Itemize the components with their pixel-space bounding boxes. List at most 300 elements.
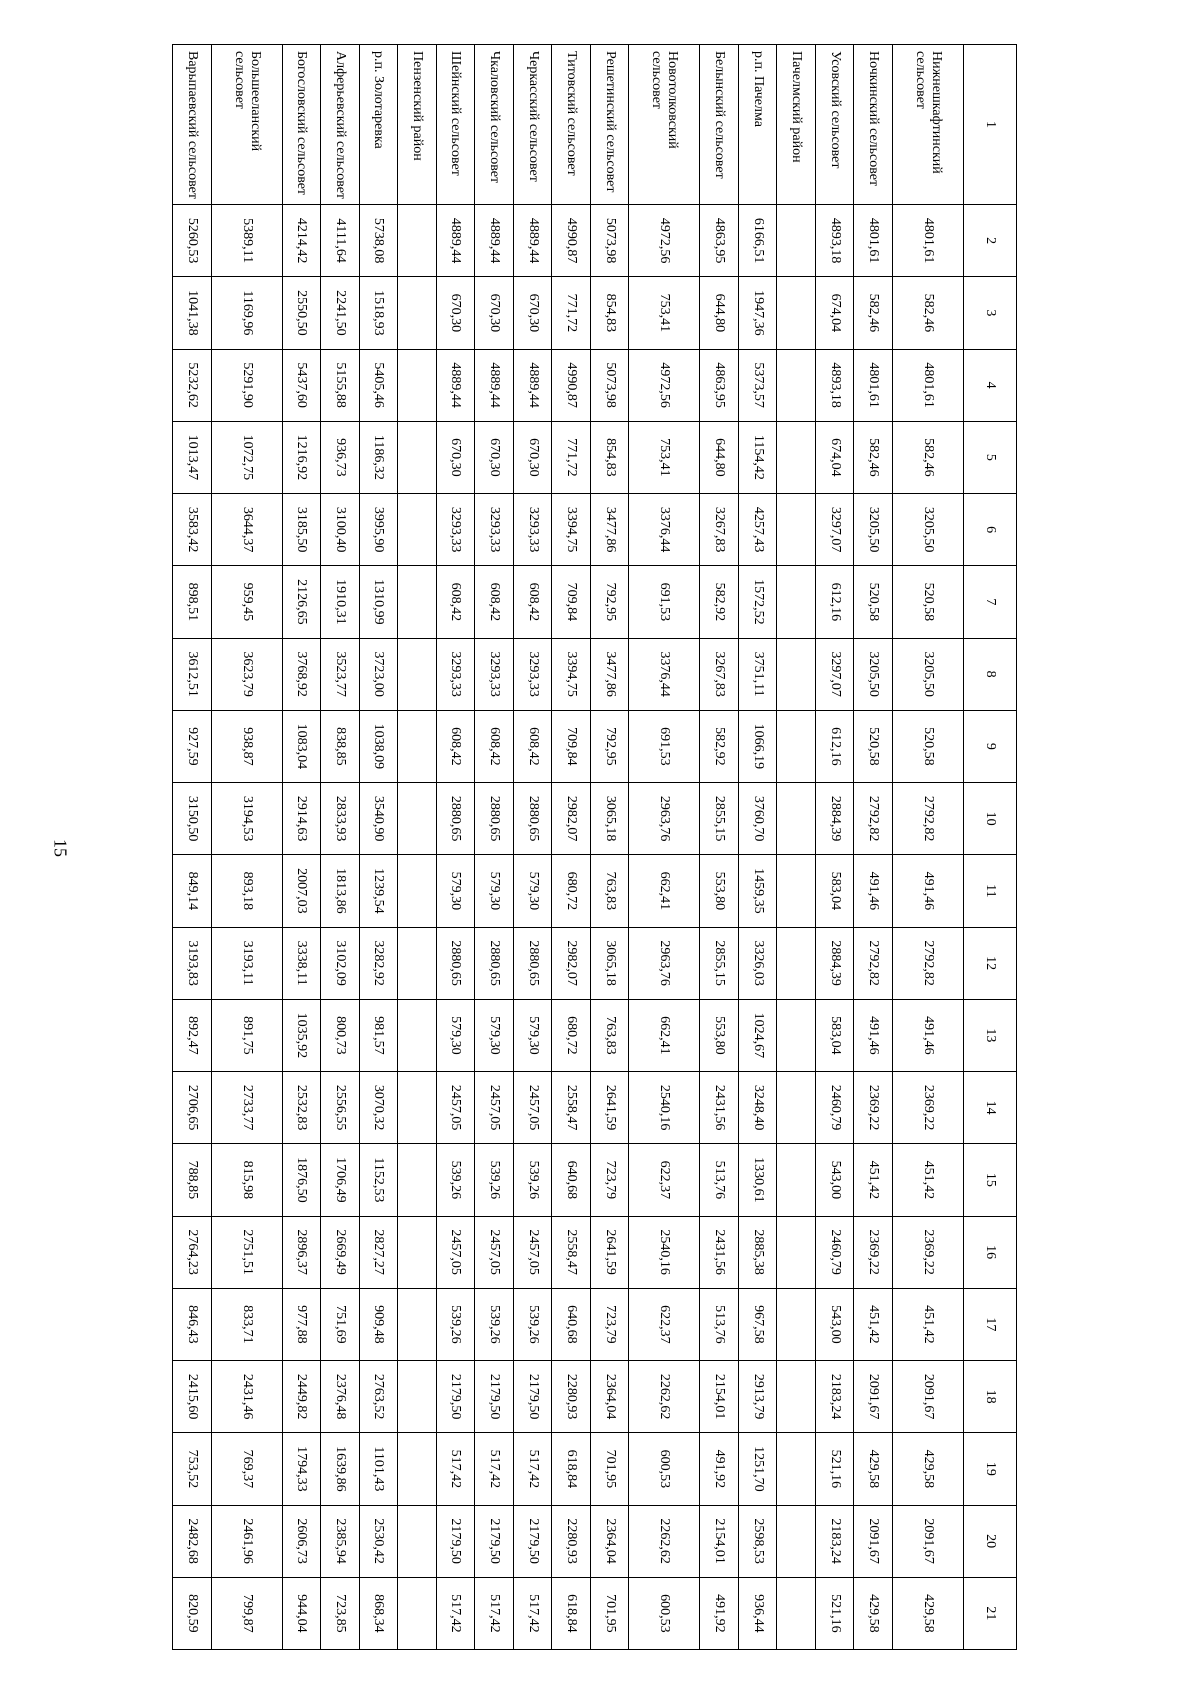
settlement-name: Белынский сельсовет [700,45,739,205]
value-cell: 898,51 [173,566,212,638]
value-cell: 513,76 [700,1288,739,1360]
value-cell: 2606,73 [282,1505,321,1577]
value-cell: 517,42 [475,1577,514,1649]
value-cell: 2963,76 [629,927,700,999]
value-cell: 491,46 [854,855,893,927]
value-cell: 644,80 [700,277,739,349]
district-row [777,45,816,1650]
empty-cell [777,1577,816,1649]
settlement-name: Богословский сельсовет [282,45,321,205]
value-cell: 1066,19 [738,710,777,782]
value-cell: 1154,42 [738,421,777,493]
value-cell: 2457,05 [513,1072,552,1144]
empty-cell [398,421,437,493]
settlement-name: Нижнешкафтинский сельсовет [893,45,964,205]
value-cell: 854,83 [590,277,629,349]
value-cell: 849,14 [173,855,212,927]
value-cell: 2460,79 [815,1072,854,1144]
column-header: 14 [964,1072,1017,1144]
value-cell: 521,16 [815,1577,854,1649]
value-cell: 5405,46 [359,349,398,421]
value-cell: 2884,39 [815,927,854,999]
value-cell: 543,00 [815,1288,854,1360]
settlement-name: Шейнский сельсовет [436,45,475,205]
value-cell: 2262,62 [629,1361,700,1433]
value-cell: 4801,61 [854,349,893,421]
empty-cell [777,277,816,349]
empty-cell [398,1505,437,1577]
value-cell: 3644,37 [211,494,282,566]
settlement-name: р.п. Пачелма [738,45,777,205]
value-cell: 491,92 [700,1433,739,1505]
value-cell: 5155,88 [321,349,360,421]
value-cell: 579,30 [475,999,514,1071]
value-cell: 2091,67 [854,1361,893,1433]
value-cell: 2431,46 [211,1361,282,1433]
column-header: 2 [964,205,1017,277]
value-cell: 2792,82 [854,927,893,999]
value-cell: 5437,60 [282,349,321,421]
empty-cell [398,1144,437,1216]
value-cell: 2963,76 [629,783,700,855]
value-cell: 3293,33 [475,494,514,566]
value-cell: 1072,75 [211,421,282,493]
value-cell: 1706,49 [321,1144,360,1216]
value-cell: 451,42 [893,1144,964,1216]
value-cell: 3293,33 [513,638,552,710]
value-cell: 815,98 [211,1144,282,1216]
value-cell: 2540,16 [629,1216,700,1288]
column-header: 13 [964,999,1017,1071]
settlement-name: Ночкинский сельсовет [854,45,893,205]
settlement-name: Титовский сельсовет [552,45,591,205]
value-cell: 520,58 [893,710,964,782]
value-cell: 2369,22 [893,1216,964,1288]
page-number: 15 [50,839,71,857]
value-cell: 800,73 [321,999,360,1071]
value-cell: 520,58 [854,566,893,638]
value-cell: 691,53 [629,566,700,638]
value-cell: 2558,47 [552,1072,591,1144]
value-cell: 3065,18 [590,783,629,855]
empty-cell [777,1144,816,1216]
value-cell: 788,85 [173,1144,212,1216]
value-cell: 944,04 [282,1577,321,1649]
value-cell: 3185,50 [282,494,321,566]
empty-cell [398,205,437,277]
value-cell: 4990,87 [552,205,591,277]
value-cell: 3150,50 [173,783,212,855]
value-cell: 977,88 [282,1288,321,1360]
empty-cell [777,638,816,710]
value-cell: 3205,50 [893,638,964,710]
value-cell: 2183,24 [815,1361,854,1433]
value-cell: 3523,77 [321,638,360,710]
value-cell: 2880,65 [513,783,552,855]
value-cell: 981,57 [359,999,398,1071]
value-cell: 608,42 [475,566,514,638]
value-cell: 3376,44 [629,638,700,710]
value-cell: 1947,36 [738,277,777,349]
value-cell: 751,69 [321,1288,360,1360]
settlement-name: Алферьевский сельсовет [321,45,360,205]
empty-cell [777,999,816,1071]
settlement-name: Новотолковский сельсовет [629,45,700,205]
value-cell: 2091,67 [854,1505,893,1577]
value-cell: 2457,05 [436,1216,475,1288]
empty-cell [398,566,437,638]
value-cell: 1152,53 [359,1144,398,1216]
value-cell: 2880,65 [475,927,514,999]
table-row [513,45,552,1650]
empty-cell [777,494,816,566]
value-cell: 543,00 [815,1144,854,1216]
value-cell: 1013,47 [173,421,212,493]
table-row [321,45,360,1650]
value-cell: 2880,65 [436,783,475,855]
tariff-table [172,44,1017,1650]
column-header: 10 [964,783,1017,855]
value-cell: 674,04 [815,277,854,349]
value-cell: 792,95 [590,710,629,782]
value-cell: 680,72 [552,855,591,927]
value-cell: 3293,33 [436,494,475,566]
settlement-name: р.п. Золотаревка [359,45,398,205]
empty-cell [777,205,816,277]
column-header: 17 [964,1288,1017,1360]
column-header: 21 [964,1577,1017,1649]
value-cell: 521,16 [815,1433,854,1505]
value-cell: 2598,53 [738,1505,777,1577]
value-cell: 2706,65 [173,1072,212,1144]
value-cell: 1186,32 [359,421,398,493]
value-cell: 680,72 [552,999,591,1071]
value-cell: 3193,11 [211,927,282,999]
value-cell: 2896,37 [282,1216,321,1288]
value-cell: 5291,90 [211,349,282,421]
settlement-name: Чкаловский сельсовет [475,45,514,205]
table-row [815,45,854,1650]
value-cell: 967,58 [738,1288,777,1360]
empty-cell [777,1361,816,1433]
value-cell: 4889,44 [513,349,552,421]
column-header: 12 [964,927,1017,999]
empty-cell [398,855,437,927]
value-cell: 553,80 [700,855,739,927]
value-cell: 622,37 [629,1144,700,1216]
empty-cell [777,783,816,855]
value-cell: 2792,82 [893,927,964,999]
value-cell: 608,42 [513,710,552,782]
column-header: 5 [964,421,1017,493]
value-cell: 2154,01 [700,1505,739,1577]
value-cell: 491,92 [700,1577,739,1649]
value-cell: 1035,92 [282,999,321,1071]
value-cell: 4893,18 [815,205,854,277]
value-cell: 539,26 [513,1144,552,1216]
value-cell: 3070,32 [359,1072,398,1144]
value-cell: 2179,50 [513,1505,552,1577]
value-cell: 3297,07 [815,638,854,710]
value-cell: 4889,44 [475,205,514,277]
value-cell: 2641,59 [590,1072,629,1144]
value-cell: 753,41 [629,277,700,349]
value-cell: 640,68 [552,1288,591,1360]
empty-cell [398,1216,437,1288]
value-cell: 2792,82 [854,783,893,855]
value-cell: 753,41 [629,421,700,493]
value-cell: 2763,52 [359,1361,398,1433]
value-cell: 3282,92 [359,927,398,999]
value-cell: 3297,07 [815,494,854,566]
value-cell: 2126,65 [282,566,321,638]
empty-cell [777,710,816,782]
value-cell: 3205,50 [854,638,893,710]
value-cell: 1330,61 [738,1144,777,1216]
empty-cell [777,1433,816,1505]
value-cell: 723,85 [321,1577,360,1649]
empty-cell [777,927,816,999]
value-cell: 451,42 [854,1288,893,1360]
value-cell: 2364,04 [590,1505,629,1577]
value-cell: 2179,50 [436,1361,475,1433]
value-cell: 582,46 [893,421,964,493]
district-name: Пачелмский район [777,45,816,205]
value-cell: 838,85 [321,710,360,782]
value-cell: 579,30 [475,855,514,927]
table-row [475,45,514,1650]
table-row [590,45,629,1650]
value-cell: 3612,51 [173,638,212,710]
value-cell: 1083,04 [282,710,321,782]
value-cell: 622,37 [629,1288,700,1360]
column-header: 4 [964,349,1017,421]
value-cell: 2457,05 [475,1216,514,1288]
value-cell: 2007,03 [282,855,321,927]
value-cell: 3768,92 [282,638,321,710]
value-cell: 1813,86 [321,855,360,927]
table-row [359,45,398,1650]
value-cell: 3338,11 [282,927,321,999]
value-cell: 2241,50 [321,277,360,349]
empty-cell [777,421,816,493]
value-cell: 1216,92 [282,421,321,493]
value-cell: 5232,62 [173,349,212,421]
value-cell: 5073,98 [590,205,629,277]
settlement-name: Усовский сельсовет [815,45,854,205]
value-cell: 2280,93 [552,1505,591,1577]
value-cell: 2751,51 [211,1216,282,1288]
value-cell: 553,80 [700,999,739,1071]
value-cell: 2376,48 [321,1361,360,1433]
value-cell: 612,16 [815,710,854,782]
value-cell: 2880,65 [436,927,475,999]
value-cell: 608,42 [436,710,475,782]
value-cell: 600,53 [629,1577,700,1649]
empty-cell [398,1361,437,1433]
column-header: 8 [964,638,1017,710]
value-cell: 2179,50 [475,1505,514,1577]
value-cell: 2827,27 [359,1216,398,1288]
value-cell: 539,26 [475,1288,514,1360]
value-cell: 2449,82 [282,1361,321,1433]
value-cell: 3293,33 [513,494,552,566]
value-cell: 4889,44 [436,349,475,421]
column-header: 3 [964,277,1017,349]
value-cell: 1794,33 [282,1433,321,1505]
value-cell: 936,73 [321,421,360,493]
value-cell: 670,30 [475,277,514,349]
value-cell: 600,53 [629,1433,700,1505]
value-cell: 4889,44 [513,205,552,277]
value-cell: 2792,82 [893,783,964,855]
value-cell: 582,46 [854,421,893,493]
empty-cell [398,638,437,710]
value-cell: 608,42 [475,710,514,782]
value-cell: 1310,99 [359,566,398,638]
value-cell: 539,26 [436,1288,475,1360]
value-cell: 539,26 [475,1144,514,1216]
value-cell: 2369,22 [893,1072,964,1144]
value-cell: 2457,05 [436,1072,475,1144]
value-cell: 3205,50 [893,494,964,566]
value-cell: 582,46 [893,277,964,349]
value-cell: 2482,68 [173,1505,212,1577]
table-row [173,45,212,1650]
value-cell: 2913,79 [738,1361,777,1433]
settlement-name: Варыпаевский сельсовет [173,45,212,205]
value-cell: 2914,63 [282,783,321,855]
value-cell: 451,42 [893,1288,964,1360]
column-header: 19 [964,1433,1017,1505]
empty-cell [777,855,816,927]
column-header: 9 [964,710,1017,782]
value-cell: 3248,40 [738,1072,777,1144]
value-cell: 846,43 [173,1288,212,1360]
value-cell: 579,30 [513,999,552,1071]
value-cell: 3100,40 [321,494,360,566]
empty-cell [398,710,437,782]
empty-cell [398,999,437,1071]
value-cell: 792,95 [590,566,629,638]
table-row [854,45,893,1650]
value-cell: 429,58 [893,1577,964,1649]
value-cell: 5738,08 [359,205,398,277]
value-cell: 429,58 [893,1433,964,1505]
column-header: 18 [964,1361,1017,1433]
value-cell: 4972,56 [629,349,700,421]
value-cell: 709,84 [552,710,591,782]
value-cell: 893,18 [211,855,282,927]
value-cell: 1639,86 [321,1433,360,1505]
column-header: 16 [964,1216,1017,1288]
value-cell: 5373,57 [738,349,777,421]
value-cell: 1572,52 [738,566,777,638]
value-cell: 2460,79 [815,1216,854,1288]
value-cell: 1459,35 [738,855,777,927]
value-cell: 451,42 [854,1144,893,1216]
empty-cell [777,1216,816,1288]
value-cell: 612,16 [815,566,854,638]
value-cell: 2532,83 [282,1072,321,1144]
header-row [964,45,1017,1650]
value-cell: 1101,43 [359,1433,398,1505]
value-cell: 640,68 [552,1144,591,1216]
value-cell: 2091,67 [893,1361,964,1433]
value-cell: 1876,50 [282,1144,321,1216]
value-cell: 644,80 [700,421,739,493]
empty-cell [398,494,437,566]
value-cell: 2179,50 [513,1361,552,1433]
value-cell: 2385,94 [321,1505,360,1577]
value-cell: 517,42 [436,1433,475,1505]
table-row [436,45,475,1650]
value-cell: 5260,53 [173,205,212,277]
value-cell: 4257,43 [738,494,777,566]
value-cell: 2461,96 [211,1505,282,1577]
value-cell: 1239,54 [359,855,398,927]
value-cell: 2530,42 [359,1505,398,1577]
value-cell: 1251,70 [738,1433,777,1505]
value-cell: 4214,42 [282,205,321,277]
value-cell: 579,30 [436,855,475,927]
value-cell: 3194,53 [211,783,282,855]
value-cell: 2733,77 [211,1072,282,1144]
value-cell: 2855,15 [700,783,739,855]
value-cell: 3477,86 [590,494,629,566]
table-row [552,45,591,1650]
value-cell: 2764,23 [173,1216,212,1288]
value-cell: 936,44 [738,1577,777,1649]
settlement-name: Решетинский сельсовет [590,45,629,205]
value-cell: 670,30 [475,421,514,493]
district-name: Пензенский район [398,45,437,205]
value-cell: 670,30 [513,277,552,349]
value-cell: 820,59 [173,1577,212,1649]
value-cell: 2364,04 [590,1361,629,1433]
value-cell: 674,04 [815,421,854,493]
value-cell: 701,95 [590,1433,629,1505]
table-row [700,45,739,1650]
value-cell: 2556,55 [321,1072,360,1144]
district-row [398,45,437,1650]
empty-cell [777,1072,816,1144]
value-cell: 3394,75 [552,638,591,710]
value-cell: 670,30 [436,277,475,349]
value-cell: 582,46 [854,277,893,349]
table-row [211,45,282,1650]
value-cell: 3540,90 [359,783,398,855]
empty-cell [777,349,816,421]
table-row [893,45,964,1650]
value-cell: 2280,93 [552,1361,591,1433]
value-cell: 2179,50 [475,1361,514,1433]
settlement-name: Черкасский сельсовет [513,45,552,205]
value-cell: 4893,18 [815,349,854,421]
value-cell: 520,58 [854,710,893,782]
value-cell: 539,26 [513,1288,552,1360]
value-cell: 517,42 [475,1433,514,1505]
empty-cell [398,1433,437,1505]
value-cell: 2183,24 [815,1505,854,1577]
value-cell: 1041,38 [173,277,212,349]
value-cell: 868,34 [359,1577,398,1649]
value-cell: 2833,93 [321,783,360,855]
empty-cell [398,783,437,855]
value-cell: 2982,07 [552,783,591,855]
value-cell: 4801,61 [854,205,893,277]
value-cell: 1910,31 [321,566,360,638]
